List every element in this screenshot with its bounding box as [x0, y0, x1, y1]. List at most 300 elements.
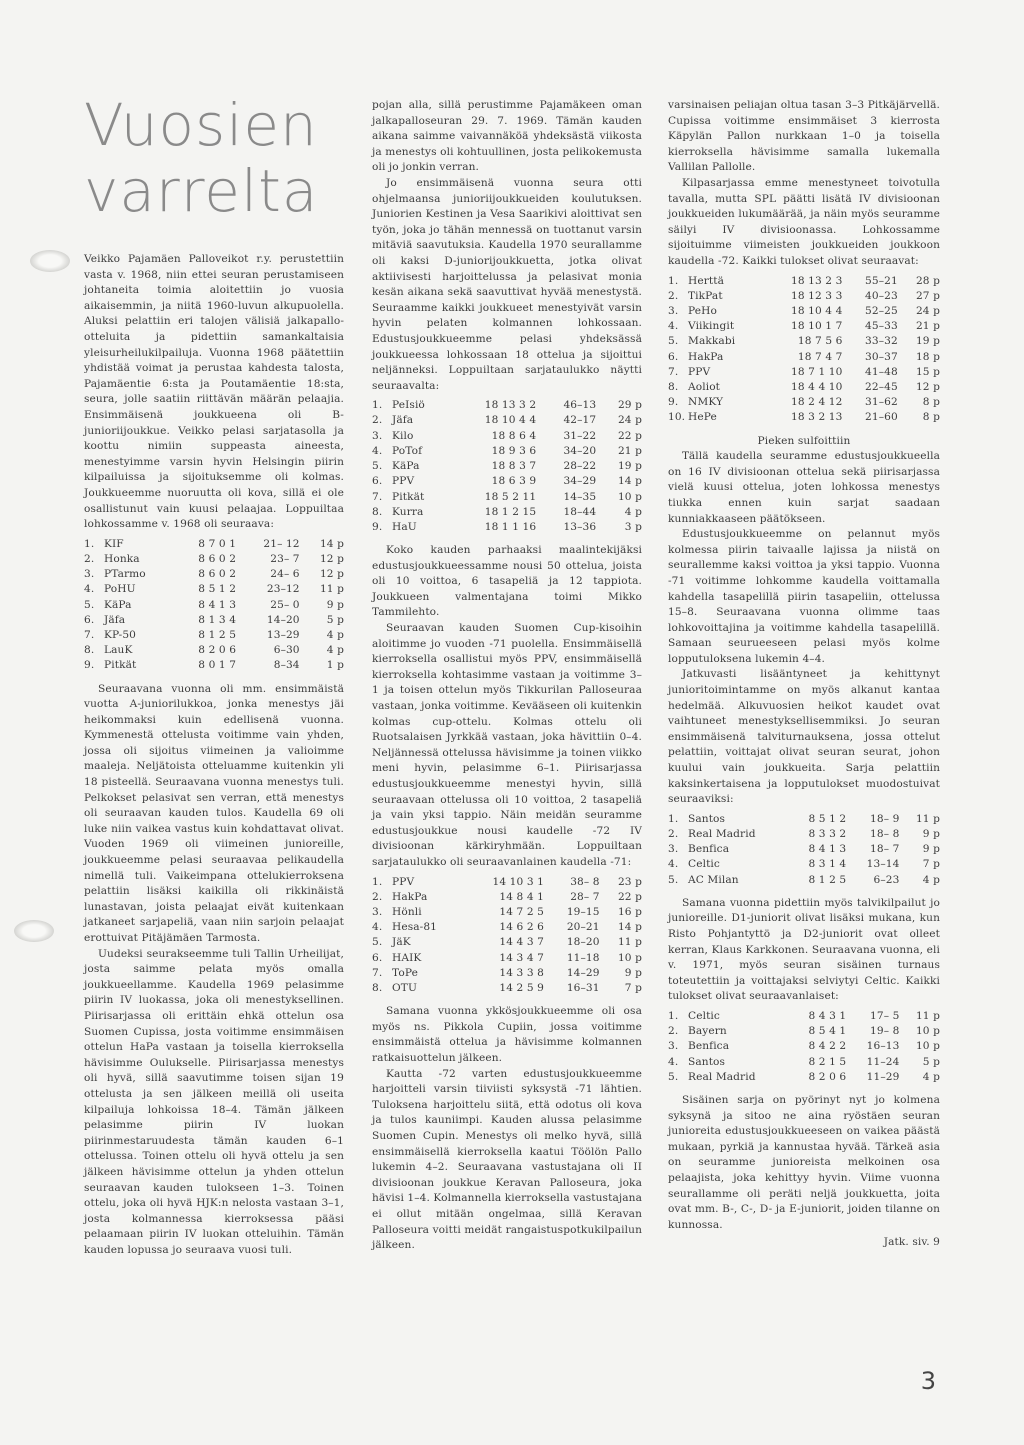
rank-cell: 3. [668, 843, 679, 856]
record-cell: 18 8 3 7 [491, 460, 537, 473]
paragraph: pojan alla, sillä perustimme Pajamäkeen oman jalkapalloseuran 29. 7. 1969. Tämän kauden aikana saimme vaivannäköä yhdeksästä viikosta ja menestys oli kohtuullinen, josta pelikokemusta oli jo jonkin verran. [372, 99, 642, 174]
rank-cell: 6. [668, 350, 679, 363]
points-cell: 5 p [326, 613, 344, 626]
table-row [372, 413, 642, 428]
team-cell: Pitkät [104, 659, 137, 672]
goals-cell: 19– 8 [870, 1025, 900, 1038]
record-cell: 18 12 3 3 [791, 289, 843, 302]
team-cell: PoTof [392, 444, 423, 457]
punch-hole-bottom [14, 920, 54, 942]
record-cell: 18 7 4 7 [797, 350, 843, 363]
team-cell: HakPa [688, 350, 724, 363]
goals-cell: 18–20 [566, 936, 600, 949]
points-cell: 10 p [617, 951, 642, 964]
record-cell: 14 10 3 1 [492, 875, 544, 888]
standings-table-1968 [84, 537, 344, 674]
rank-cell: 9. [84, 659, 95, 672]
team-cell: PPV [392, 875, 415, 888]
team-cell: Makkabi [688, 335, 736, 348]
team-cell: Honka [104, 552, 140, 565]
record-cell: 8 1 2 5 [198, 628, 237, 641]
goals-cell: 52–25 [865, 304, 898, 317]
paragraph: Samana vuonna pidettiin myös talvikilpailut jo junioreille. D1-juniorit olivat lisäksi mukana, kun Risto Pohjantyttö ja D2-juniorit ovat olleet kerran, Klaus Karkkonen. Seuraavana vuonna, eli v. 1971, myös seuran sisäinen turnaus toteutettiin ja voittajaksi selviytyi Celtic. Kaikki tulokset olivat seuraavanlaiset: [668, 896, 940, 1003]
table-row [372, 905, 642, 920]
rank-cell: 3. [668, 1040, 679, 1053]
goals-cell: 19–15 [566, 905, 600, 918]
table-row [84, 658, 344, 673]
record-cell: 8 5 4 1 [808, 1025, 847, 1038]
rank-cell: 7. [372, 490, 383, 503]
table-row [668, 812, 940, 827]
points-cell: 16 p [617, 905, 642, 918]
rank-cell: 2. [84, 552, 95, 565]
rank-cell: 5. [84, 598, 95, 611]
record-cell: 8 4 3 1 [808, 1009, 847, 1022]
points-cell: 27 p [915, 289, 940, 302]
team-cell: Benfica [688, 843, 730, 856]
points-cell: 7 p [922, 858, 940, 871]
table-row [372, 935, 642, 950]
paragraph: Jatkuvasti lisääntyneet ja kehittynyt junioritoimintamme on myös alkanut kantaa hedelmää. Alkuvuosien heikot kaudet ovat vaihtuneet menestyksellisemmiksi. Jo seuran ensimmäisenä talviturnauksena, jossa ottelut pelattiin, voittajat olivat seuran seurat, johon kuului vain joukkueita. Sarja pelattiin kaksinkertaisena ja lopputulokset muodostuivat seuraaviksi: [668, 668, 940, 806]
rank-cell: 4. [372, 921, 383, 934]
goals-cell: 46–13 [563, 399, 597, 412]
table-row [668, 304, 940, 319]
points-cell: 9 p [624, 966, 642, 979]
team-cell: Aoliot [688, 380, 721, 393]
points-cell: 10 p [915, 1025, 940, 1038]
team-cell: HAIK [392, 951, 422, 964]
team-cell: HaU [392, 520, 417, 533]
points-cell: 23 p [617, 875, 642, 888]
goals-cell: 22–45 [865, 380, 898, 393]
goals-cell: 34–20 [563, 444, 597, 457]
table-row [84, 552, 344, 567]
points-cell: 18 p [915, 350, 940, 363]
team-cell: KP-50 [104, 628, 137, 641]
goals-cell: 21–60 [865, 411, 898, 424]
paragraph: Veikko Pajamäen Palloveikot r.y. perustettiin vasta v. 1968, niin ettei seuran perustamiseen johtaneita toimia aloitettiin jo vuosia aikaisemmin, ja niitä 1960-luvun alkupuolella. Aluksi pelattiin eri talojen välisiä jalkapallo-otteluita ja pidettiin samankaltaisia yleisurheilukilpailuja. Vuonna 1968 päätettiin yhdistää voimat ja perustaa kahdesta talosta, Pajamäentie 6:sta ja Poutamäentie 18:sta, seura, jolle saatiin riittävän määrän pelaajia. Ensimmäisenä joukkueena oli B-junioriijoukkue. Veikko pelasi sarjatasolla ja koottu nimiin suppeasta aineesta, menestyimme varsin hyvin Helsingin piirin kilpailuissa ja sijoituksemme oli kolmas. Joukkueemme nuoruutta oli kova, sillä ei ole osallistunut vain kuusi pelaajaa. Loppuiltaa lohkossamme v. 1968 oli seuraava: [84, 253, 344, 531]
points-cell: 11 p [617, 936, 642, 949]
points-cell: 28 p [915, 274, 940, 287]
table-row [372, 490, 642, 505]
points-cell: 21 p [915, 320, 940, 333]
rank-cell: 7. [668, 365, 679, 378]
table-row [668, 873, 940, 888]
table-row [372, 981, 642, 996]
continuation-note: Jatk. siv. 9 [883, 1236, 940, 1249]
rank-cell: 5. [372, 936, 383, 949]
record-cell: 18 10 4 4 [791, 304, 843, 317]
record-cell: 8 4 1 3 [198, 598, 237, 611]
points-cell: 11 p [319, 583, 344, 596]
points-cell: 24 p [617, 414, 642, 427]
points-cell: 5 p [922, 1055, 940, 1068]
record-cell: 8 2 0 6 [198, 644, 237, 657]
table-row [372, 444, 642, 459]
column-2 [372, 98, 642, 1254]
points-cell: 14 p [617, 475, 642, 488]
rank-cell: 8. [84, 644, 95, 657]
record-cell: 18 3 2 13 [791, 411, 843, 424]
rank-cell: 4. [372, 444, 383, 457]
rank-cell: 4. [668, 1055, 679, 1068]
standings-table-1971 [372, 875, 642, 997]
column-1 [84, 0, 344, 1258]
table-row [84, 537, 344, 552]
team-cell: PTarmo [104, 568, 146, 581]
team-cell: NMKY [688, 396, 724, 409]
goals-cell: 23–12 [266, 583, 300, 596]
team-cell: Kilo [392, 429, 414, 442]
record-cell: 8 6 0 2 [198, 568, 237, 581]
record-cell: 18 8 6 4 [491, 429, 537, 442]
rank-cell: 4. [84, 583, 95, 596]
goals-cell: 16–13 [866, 1040, 900, 1053]
table-row [84, 582, 344, 597]
record-cell: 8 3 1 4 [808, 858, 847, 871]
team-cell: LauK [104, 644, 133, 657]
goals-cell: 18– 7 [870, 843, 900, 856]
goals-cell: 11–18 [566, 951, 600, 964]
team-cell: KäPa [104, 598, 132, 611]
table-note: Pieken sulfoittiin [757, 434, 851, 447]
team-cell: ToPe [392, 966, 418, 979]
goals-cell: 18–44 [563, 505, 597, 518]
paragraph: Uudeksi seurakseemme tuli Tallin Urheilijat, josta saimme pelata myös omalla joukkueellamme. Kaudella 1969 pelasimme piirin IV luokassa, joka oli menestyksellinen. Piirisarjassa oli erittäin ehkä ottelun osa Suomen Cupissa, josta voitimme ensimmäisen ottelun HaPa vastaan ja toisella kierroksella hävisimme Oulukselle. Piirisarjassa menestys oli hyvä, sillä saavutimme toisen sijan 19 ottelusta ja sen jälkeen meillä oli useita kilpailuja lohkoissa 18–4. Tämän jälkeen pelasimme piirin IV luokan piirinmestaruudesta tämän kauden 6–1 ottelussa. Toinen ottelu oli hyvä ottelu ja sen jälkeen hävisimme ottelun ja yhden ottelun seuraavan kauden tulokseen 1–3. Toinen ottelu, joka oli hyvä HJK:n nelosta vastaan 3–1, josta kolmannessa kierroksessa pääsi pelaamaan piirin IV luokan otteluihin. Tämän kauden lopussa jo seuraava vuosi tuli. [84, 947, 344, 1256]
goals-cell: 41–48 [865, 365, 898, 378]
table-row [668, 350, 940, 365]
record-cell: 18 10 1 7 [791, 320, 843, 333]
points-cell: 11 p [915, 1009, 940, 1022]
rank-cell: 4. [668, 858, 679, 871]
record-cell: 18 6 3 9 [491, 475, 537, 488]
goals-cell: 28– 7 [570, 890, 600, 903]
team-cell: Celtic [688, 858, 720, 871]
rank-cell: 1. [84, 537, 95, 550]
points-cell: 9 p [922, 843, 940, 856]
rank-cell: 9. [372, 520, 383, 533]
points-cell: 14 p [319, 537, 344, 550]
record-cell: 18 4 4 10 [791, 380, 843, 393]
team-cell: Viikingit [688, 320, 735, 333]
record-cell: 18 10 4 4 [484, 414, 537, 427]
team-cell: JäK [392, 936, 411, 949]
points-cell: 12 p [319, 568, 344, 581]
table-row [668, 1070, 940, 1085]
goals-cell: 42–17 [563, 414, 597, 427]
points-cell: 29 p [617, 399, 642, 412]
team-cell: Santos [688, 1055, 726, 1068]
team-cell: Benfica [688, 1040, 730, 1053]
record-cell: 8 2 0 6 [808, 1070, 847, 1083]
record-cell: 8 7 0 1 [198, 537, 237, 550]
goals-cell: 11–29 [866, 1070, 900, 1083]
team-cell: Pitkät [392, 490, 425, 503]
rank-cell: 8. [668, 380, 679, 393]
record-cell: 8 1 2 5 [808, 873, 847, 886]
goals-cell: 30–37 [865, 350, 898, 363]
points-cell: 7 p [624, 982, 642, 994]
table-row [372, 966, 642, 981]
table-row [668, 1024, 940, 1039]
rank-cell: 9. [668, 396, 679, 409]
page-number: 3 [920, 1367, 936, 1395]
record-cell: 8 0 1 7 [198, 659, 237, 672]
rank-cell: 5. [668, 335, 679, 348]
goals-cell: 18– 9 [870, 812, 900, 825]
standings-table-1970 [372, 398, 642, 535]
team-cell: KäPa [392, 460, 420, 473]
rank-cell: 2. [372, 414, 383, 427]
goals-cell: 18– 8 [870, 828, 900, 841]
table-row [372, 474, 642, 489]
table-row [668, 395, 940, 410]
paragraph: varsinaisen peliajan oltua tasan 3–3 Pitkäjärvellä. Cupissa voitimme ensimmäiset 3 kierrosta Käpylän Pallon nurkkaan 1–0 ja toisella kierroksella hävisimme samalla lukemalla Vallilan Pallolle. [668, 99, 940, 174]
table-row [668, 410, 940, 425]
team-cell: TikPat [688, 289, 723, 302]
team-cell: PeHo [688, 304, 717, 317]
points-cell: 4 p [624, 505, 642, 518]
goals-cell: 14–35 [563, 490, 597, 503]
team-cell: Jäfa [392, 414, 414, 427]
goals-cell: 8–34 [273, 659, 300, 672]
table-row [372, 429, 642, 444]
points-cell: 22 p [617, 429, 642, 442]
points-cell: 3 p [624, 520, 642, 533]
goals-cell: 38– 8 [570, 875, 600, 888]
record-cell: 8 5 1 2 [808, 812, 847, 825]
points-cell: 19 p [915, 335, 940, 348]
goals-cell: 45–33 [865, 320, 898, 333]
points-cell: 9 p [326, 598, 344, 611]
points-cell: 10 p [915, 1040, 940, 1053]
table-row [668, 289, 940, 304]
goals-cell: 14–29 [566, 966, 600, 979]
paragraph: Koko kauden parhaaksi maalintekijäksi edustusjoukkueessamme nousi 50 ottelua, joista oli 10 voittoa, 6 tasapeliä ja 12 tappiota. Joukkueen valmentajana toimi Mikko Tammilehto. [372, 544, 642, 619]
team-cell: Herttä [688, 274, 725, 287]
goals-cell: 13–36 [563, 520, 597, 533]
table-row [668, 1055, 940, 1070]
record-cell: 14 4 3 7 [499, 936, 544, 949]
table-row [668, 1009, 940, 1024]
record-cell: 8 6 0 2 [198, 552, 237, 565]
table-row [84, 643, 344, 658]
standings-table-1972 [668, 274, 940, 426]
table-row [84, 628, 344, 643]
record-cell: 14 2 5 9 [499, 982, 544, 994]
goals-cell: 11–24 [866, 1055, 900, 1068]
record-cell: 18 9 3 6 [491, 444, 537, 457]
rank-cell: 1. [668, 274, 679, 287]
table-row [372, 520, 642, 535]
record-cell: 8 4 1 3 [808, 843, 847, 856]
punch-hole-top [30, 250, 70, 272]
team-cell: HePe [688, 411, 717, 424]
record-cell: 14 6 2 6 [499, 921, 544, 934]
points-cell: 4 p [922, 873, 940, 886]
record-cell: 18 2 4 12 [791, 396, 843, 409]
paragraph: Jo ensimmäisenä vuonna seura otti ohjelmaansa junioriijoukkueiden koulutuksen. Juniorien Kestinen ja Vesa Saarikivi aloittivat sen työn, joka jo tähän mennessä on tuottanut varsin mitäviä saavutuksia. Kaudella 1970 seurallamme oli kaksi D-juniorijoukkuetta, jotka olivat aktiivisesti harjoittelussa ja pelasivat monia kesän aikana sekä saavuttivat hyvää menestystä. Seuraamme kaikki joukkueet menestyivät varsin hyvin pelaten kolmannen lohkossaan. Edustusjoukkueemme pelasi yhdeksässä joukkueessa lohkossaan 18 ottelua ja sijoittui neljänneksi. Loppuiltaan sarjataulukko näytti seuraavalta: [372, 176, 642, 392]
rank-cell: 8. [372, 982, 383, 994]
team-cell: Hönli [392, 905, 422, 918]
points-cell: 15 p [915, 365, 940, 378]
points-cell: 12 p [319, 552, 344, 565]
paragraph: Kautta -72 varten edustusjoukkueemme harjoitteli varsin tiiviisti syksystä -71 lähtien. Tuloksena harjoittelu siitä, että odotus oli kova ja tulos kauniimpi. Kauden alussa pelasimme Suomen Cupin. Menestys oli melko hyvä, sillä ensimmäisellä kierroksella kaatui Töölön Pallo lukemin 4–2. Seuraavana vastustajana oli II divisioonan joukkue Keravan Palloseura, joka hävisi 1–4. Kolmannella kierroksella vastustajana ei ollut mitään ongelmaa, sillä Keravan Palloseura voitti meidät rangaistuspotkukilpailun jälkeen. [372, 1067, 642, 1252]
record-cell: 18 7 5 6 [797, 335, 843, 348]
table-row [668, 827, 940, 842]
paragraph: Edustusjoukkueemme on pelannut myös kolmessa piirin taivaalle lajissa ja niistä on seurallemme kaksi voittoa ja yksi tappio. Vuonna -71 voitimme lohkomme kaudella voittamalla kahdella tasapelillä piirin tasapeliin, ottelussa 15–8. Seuraavana vuonna olimme taas lohkovoittajina ja voitimme kahdella tasapelillä. Samaan seurueeseen pelasi myös kolme lopputuloksena lukemin 4–4. [668, 528, 940, 665]
goals-cell: 21– 12 [263, 537, 300, 550]
record-cell: 18 1 1 16 [484, 520, 537, 533]
record-cell: 18 5 2 11 [484, 490, 537, 503]
points-cell: 24 p [915, 304, 940, 317]
table-row [668, 319, 940, 334]
goals-cell: 13–29 [266, 628, 300, 641]
goals-cell: 6–23 [873, 873, 900, 886]
article-title [84, 92, 344, 224]
team-cell: Santos [688, 812, 726, 825]
rank-cell: 6. [84, 613, 95, 626]
record-cell: 8 5 1 2 [198, 583, 237, 596]
points-cell: 19 p [617, 460, 642, 473]
rank-cell: 7. [84, 628, 95, 641]
paragraph: Samana vuonna ykkösjoukkueemme oli osa myös ns. Pikkola Cupiin, jossa voitimme ensimmäistä ottelua ja hävisimme kolmannen ratkaisuottelun jälkeen. [372, 1005, 642, 1064]
table-row [84, 613, 344, 628]
tournament-table-1 [668, 812, 940, 888]
goals-cell: 23– 7 [270, 552, 300, 565]
team-cell: PoHU [104, 583, 136, 596]
table-row [372, 398, 642, 413]
table-row [668, 857, 940, 872]
record-cell: 18 13 2 3 [791, 274, 843, 287]
rank-cell: 2. [372, 890, 383, 903]
goals-cell: 6–30 [273, 644, 300, 657]
goals-cell: 25– 0 [270, 598, 300, 611]
points-cell: 12 p [915, 380, 940, 393]
points-cell: 21 p [617, 444, 642, 457]
goals-cell: 34–29 [563, 475, 597, 488]
record-cell: 14 3 4 7 [499, 951, 544, 964]
goals-cell: 17– 5 [870, 1009, 900, 1022]
rank-cell: 5. [668, 873, 679, 886]
goals-cell: 40–23 [865, 289, 898, 302]
rank-cell: 4. [668, 320, 679, 333]
table-row [668, 334, 940, 349]
record-cell: 8 4 2 2 [808, 1040, 847, 1053]
rank-cell: 1. [668, 1009, 679, 1022]
team-cell: HakPa [392, 890, 428, 903]
goals-cell: 31–22 [563, 429, 597, 442]
record-cell: 8 1 3 4 [198, 613, 237, 626]
team-cell: AC Milan [688, 873, 739, 886]
rank-cell: 3. [84, 568, 95, 581]
team-cell: PPV [392, 475, 415, 488]
rank-cell: 2. [668, 289, 679, 302]
points-cell: 4 p [326, 644, 344, 657]
record-cell: 8 2 1 5 [808, 1055, 847, 1068]
title-line-2: varrelta [84, 157, 319, 225]
paragraph: Sisäinen sarja on pyörinyt nyt jo kolmena syksynä ja sitoo ne aina ryöstäen seuran junioreita edustusjoukkueeseen on vaikea päästä mukaan, pyrkiä ja kannustaa hyvää. Tärkeä asia on seuramme junioreista melkoinen osa pelaajista, joka kehittyy hyvin. Viime vuonna seurallamme oli peräti neljä joukkuetta, joita ovat mm. B-, C-, D- ja E-juniorit, joiden tilanne on kunnossa. [668, 1094, 940, 1231]
points-cell: 14 p [617, 921, 642, 934]
record-cell: 18 1 2 15 [484, 505, 537, 518]
goals-cell: 55–21 [865, 274, 898, 287]
points-cell: 9 p [922, 828, 940, 841]
team-cell: Bayern [688, 1025, 727, 1038]
team-cell: Kurra [392, 505, 424, 518]
points-cell: 4 p [922, 1070, 940, 1083]
team-cell: Hesa-81 [392, 921, 438, 934]
rank-cell: 8. [372, 505, 383, 518]
points-cell: 8 p [922, 411, 940, 424]
table-row [668, 380, 940, 395]
goals-cell: 14–20 [266, 613, 300, 626]
record-cell: 8 3 3 2 [808, 828, 847, 841]
paragraph: Tällä kaudella seuramme edustusjoukkueella on 16 IV divisioonan ottelua sekä piirisarjassa vielä kuusi ottelua, joten lohkossa menestys tiukka ennen kuin sarjat saadaan kunniakkaaseen päätökseen. [668, 450, 940, 525]
table-row [372, 920, 642, 935]
paragraph: Seuraavan kauden Suomen Cup-kisoihin aloitimme jo vuoden -71 puolella. Ensimmäisellä kierroksella osallistui myös PPV, ensimmäisellä kierroksella kohtasimme vastaan ja voitimme 3–1 ja toisen ottelun myös Tikkurilan Palloseuraa vastaan, jonka voitimme. Kevääseen oli kuitenkin kolmas cup-ottelu. Kolmas ottelu oli Ruotsalaisen Jyrkkää vastaan, joka hävittiin 0–4. Neljännessä ottelussa hävisimme ja toinen viikko meni hyvin, pelasimme 6–1. Piirisarjassa edustusjoukkueemme menestyi hyvin, sillä seuraavaan ottelussa oli 10 voittoa, 2 tasapeliä ja vain yksi tappio. Näin meidän seuramme edustusjoukkue nousi kaudelle -72 IV divisioonan kärkiryhmään. Loppuiltaan sarjataulukko oli seuraavanlainen kaudella -71: [372, 622, 642, 868]
paragraph: Kilpasarjassa emme menestyneet toivotulla tavalla, mutta SPL päätti lisätä IV divisioonan joukkueiden lukumäärää, ja näin myös seuramme säilyi IV divisioonassa. Lohkossamme sijoituimme viimeisten joukkueiden joukkoon kaudella -72. Kaikki tulokset olivat seuraavat: [668, 176, 940, 267]
table-row [372, 951, 642, 966]
rank-cell: 3. [668, 304, 679, 317]
table-row [668, 274, 940, 289]
rank-cell: 1. [668, 812, 679, 825]
team-cell: Real Madrid [688, 828, 756, 841]
paragraph: Seuraavana vuonna oli mm. ensimmäistä vuotta A-juniorilukkoa, jonka menestys jäi heikommaksi kuin edellisenä vuonna. Kymmenestä ottelusta voitimme vain yhden, jossa oli sijoitus viimeinen ja valioimme maaleja. Neljätoista otteluamme kuitenkin yli 18 pisteellä. Seuraavana vuonna menestys tuli. Pelkokset pelasivat sen verran, että menestys oli seuraavan kauden tulos. Kaudella 69 oli luke niin vaikea vastus kuin kohdattavat olivat. Vuoden 1969 oli viimeinen junioreille, joukkueemme pelasi seuraavaa pelikaudella nimellä tuli. Vaikeimpana ottelukierroksena pelattiin lisäksi kaikilla oli rikkinäistä lunastavan, joista pelaajat eivät kuitenkaan jatkaneet sarjapeliä, vaan niin sarjoin pelaajat erottuivat Pitäjämäen Tarmosta. [84, 682, 344, 945]
table-row [372, 875, 642, 890]
table-row [372, 505, 642, 520]
goals-cell: 31–62 [865, 396, 898, 409]
team-cell: Celtic [688, 1009, 720, 1022]
team-cell: OTU [392, 982, 417, 994]
tournament-table-2 [668, 1009, 940, 1085]
rank-cell: 5. [668, 1070, 679, 1083]
column-3 [668, 98, 940, 1251]
record-cell: 18 7 1 10 [791, 365, 843, 378]
points-cell: 4 p [326, 628, 344, 641]
rank-cell: 2. [668, 1025, 679, 1038]
table-row [372, 890, 642, 905]
goals-cell: 13–14 [866, 858, 900, 871]
rank-cell: 10. [668, 411, 686, 424]
table-row [84, 567, 344, 582]
table-row [668, 842, 940, 857]
record-cell: 14 7 2 5 [499, 905, 544, 918]
points-cell: 8 p [922, 396, 940, 409]
rank-cell: 2. [668, 828, 679, 841]
record-cell: 14 3 3 8 [499, 966, 544, 979]
rank-cell: 6. [372, 951, 383, 964]
table-row [668, 365, 940, 380]
record-cell: 14 8 4 1 [499, 890, 544, 903]
table-row [372, 459, 642, 474]
rank-cell: 3. [372, 429, 383, 442]
goals-cell: 20–21 [566, 921, 600, 934]
table-row [84, 598, 344, 613]
goals-cell: 24– 6 [270, 568, 300, 581]
table-row [668, 1039, 940, 1054]
goals-cell: 28–22 [563, 460, 597, 473]
team-cell: PeIsiö [392, 399, 425, 412]
team-cell: Real Madrid [688, 1070, 756, 1083]
goals-cell: 16–31 [566, 982, 600, 994]
team-cell: KIF [104, 537, 124, 550]
rank-cell: 6. [372, 475, 383, 488]
record-cell: 18 13 3 2 [484, 399, 537, 412]
title-line-1: Vuosien [84, 91, 318, 159]
points-cell: 22 p [617, 890, 642, 903]
rank-cell: 5. [372, 460, 383, 473]
team-cell: PPV [688, 365, 711, 378]
